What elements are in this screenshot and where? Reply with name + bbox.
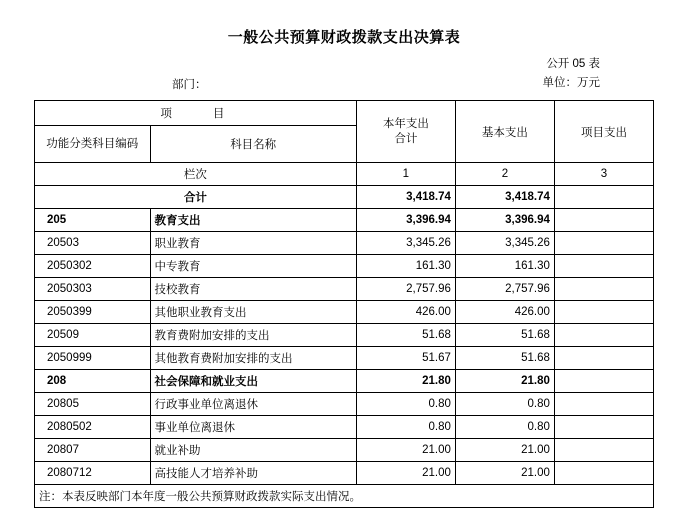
- header-code: 功能分类科目编码: [35, 126, 151, 163]
- row-name: 中专教育: [150, 255, 356, 278]
- row-basic: 0.80: [455, 393, 554, 416]
- row-project: [554, 209, 653, 232]
- row-total: 21.00: [356, 439, 455, 462]
- header-item-group: 项 目: [35, 101, 357, 126]
- row-total: 3,345.26: [356, 232, 455, 255]
- row-code: 2080712: [35, 462, 151, 485]
- budget-table: [34, 100, 654, 508]
- row-total: 426.00: [356, 301, 455, 324]
- table-row: [35, 301, 654, 324]
- table-row: [35, 370, 654, 393]
- header-basic: 基本支出: [455, 101, 554, 163]
- row-code: 20503: [35, 232, 151, 255]
- row-code: 2050303: [35, 278, 151, 301]
- table-row: [35, 324, 654, 347]
- row-project: [554, 370, 653, 393]
- row-total: 0.80: [356, 416, 455, 439]
- table-note: 注：本表反映部门本年度一般公共预算财政拨款实际支出情况。: [35, 485, 654, 508]
- row-code: 2050999: [35, 347, 151, 370]
- header-name: 科目名称: [150, 126, 356, 163]
- page-title: 一般公共预算财政拨款支出决算表: [227, 29, 461, 46]
- row-project: [554, 301, 653, 324]
- table-row: [35, 439, 654, 462]
- row-name: 高技能人才培养补助: [150, 462, 356, 485]
- row-name: 事业单位离退休: [150, 416, 356, 439]
- column-index-2: 2: [455, 163, 554, 186]
- row-basic: 161.30: [455, 255, 554, 278]
- table-body: [35, 209, 654, 485]
- row-project: [554, 347, 653, 370]
- row-code: 208: [35, 370, 151, 393]
- row-total: 2,757.96: [356, 278, 455, 301]
- header-total: [356, 101, 455, 163]
- total-value-project: [554, 186, 653, 209]
- header-project: 项目支出: [554, 101, 653, 163]
- row-basic: 21.80: [455, 370, 554, 393]
- department-label: 部门：: [172, 79, 207, 91]
- row-basic: 2,757.96: [455, 278, 554, 301]
- column-index-label: 栏次: [35, 163, 357, 186]
- row-name: 教育支出: [150, 209, 356, 232]
- row-basic: 21.00: [455, 439, 554, 462]
- row-project: [554, 324, 653, 347]
- row-total: 21.00: [356, 462, 455, 485]
- note-row: [35, 485, 654, 508]
- note-body: [35, 485, 654, 508]
- total-value-basic: 3,418.74: [455, 186, 554, 209]
- header-total-line2: 合计: [394, 132, 418, 145]
- row-name: 其他教育费附加安排的支出: [150, 347, 356, 370]
- row-project: [554, 462, 653, 485]
- row-name: 技校教育: [150, 278, 356, 301]
- row-code: 20807: [35, 439, 151, 462]
- row-code: 205: [35, 209, 151, 232]
- row-total: 51.67: [356, 347, 455, 370]
- row-code: 20509: [35, 324, 151, 347]
- row-basic: 21.00: [455, 462, 554, 485]
- row-name: 职业教育: [150, 232, 356, 255]
- row-basic: 51.68: [455, 324, 554, 347]
- row-total: 51.68: [356, 324, 455, 347]
- row-code: 2080502: [35, 416, 151, 439]
- row-name: 行政事业单位离退休: [150, 393, 356, 416]
- total-value-total: 3,418.74: [356, 186, 455, 209]
- row-total: 0.80: [356, 393, 455, 416]
- row-project: [554, 393, 653, 416]
- row-total: 3,396.94: [356, 209, 455, 232]
- table-row: [35, 462, 654, 485]
- row-code: 2050302: [35, 255, 151, 278]
- total-label: 合计: [35, 186, 357, 209]
- form-number: 公开 05 表: [546, 58, 600, 70]
- row-project: [554, 278, 653, 301]
- header-total-line1: 本年支出: [382, 117, 429, 130]
- row-name: 教育费附加安排的支出: [150, 324, 356, 347]
- column-index-1: 1: [356, 163, 455, 186]
- unit-label: 单位：万元: [542, 77, 600, 89]
- row-basic: 426.00: [455, 301, 554, 324]
- document-page: [0, 26, 688, 532]
- row-project: [554, 255, 653, 278]
- table-row: [35, 347, 654, 370]
- row-code: 2050399: [35, 301, 151, 324]
- table-row: [35, 393, 654, 416]
- row-basic: 3,396.94: [455, 209, 554, 232]
- column-index-row: [35, 163, 654, 186]
- table-row: [35, 255, 654, 278]
- row-project: [554, 416, 653, 439]
- row-code: 20805: [35, 393, 151, 416]
- total-row: [35, 186, 654, 209]
- row-basic: 3,345.26: [455, 232, 554, 255]
- table-row: [35, 232, 654, 255]
- table-header-row-1: [35, 101, 654, 126]
- table-row: [35, 209, 654, 232]
- row-project: [554, 439, 653, 462]
- row-name: 社会保障和就业支出: [150, 370, 356, 393]
- table-row: [35, 416, 654, 439]
- row-basic: 0.80: [455, 416, 554, 439]
- department-row: [0, 76, 688, 90]
- row-basic: 51.68: [455, 347, 554, 370]
- table-row: [35, 278, 654, 301]
- row-project: [554, 232, 653, 255]
- row-name: 其他职业教育支出: [150, 301, 356, 324]
- column-index-3: 3: [554, 163, 653, 186]
- row-name: 就业补助: [150, 439, 356, 462]
- row-total: 21.80: [356, 370, 455, 393]
- row-total: 161.30: [356, 255, 455, 278]
